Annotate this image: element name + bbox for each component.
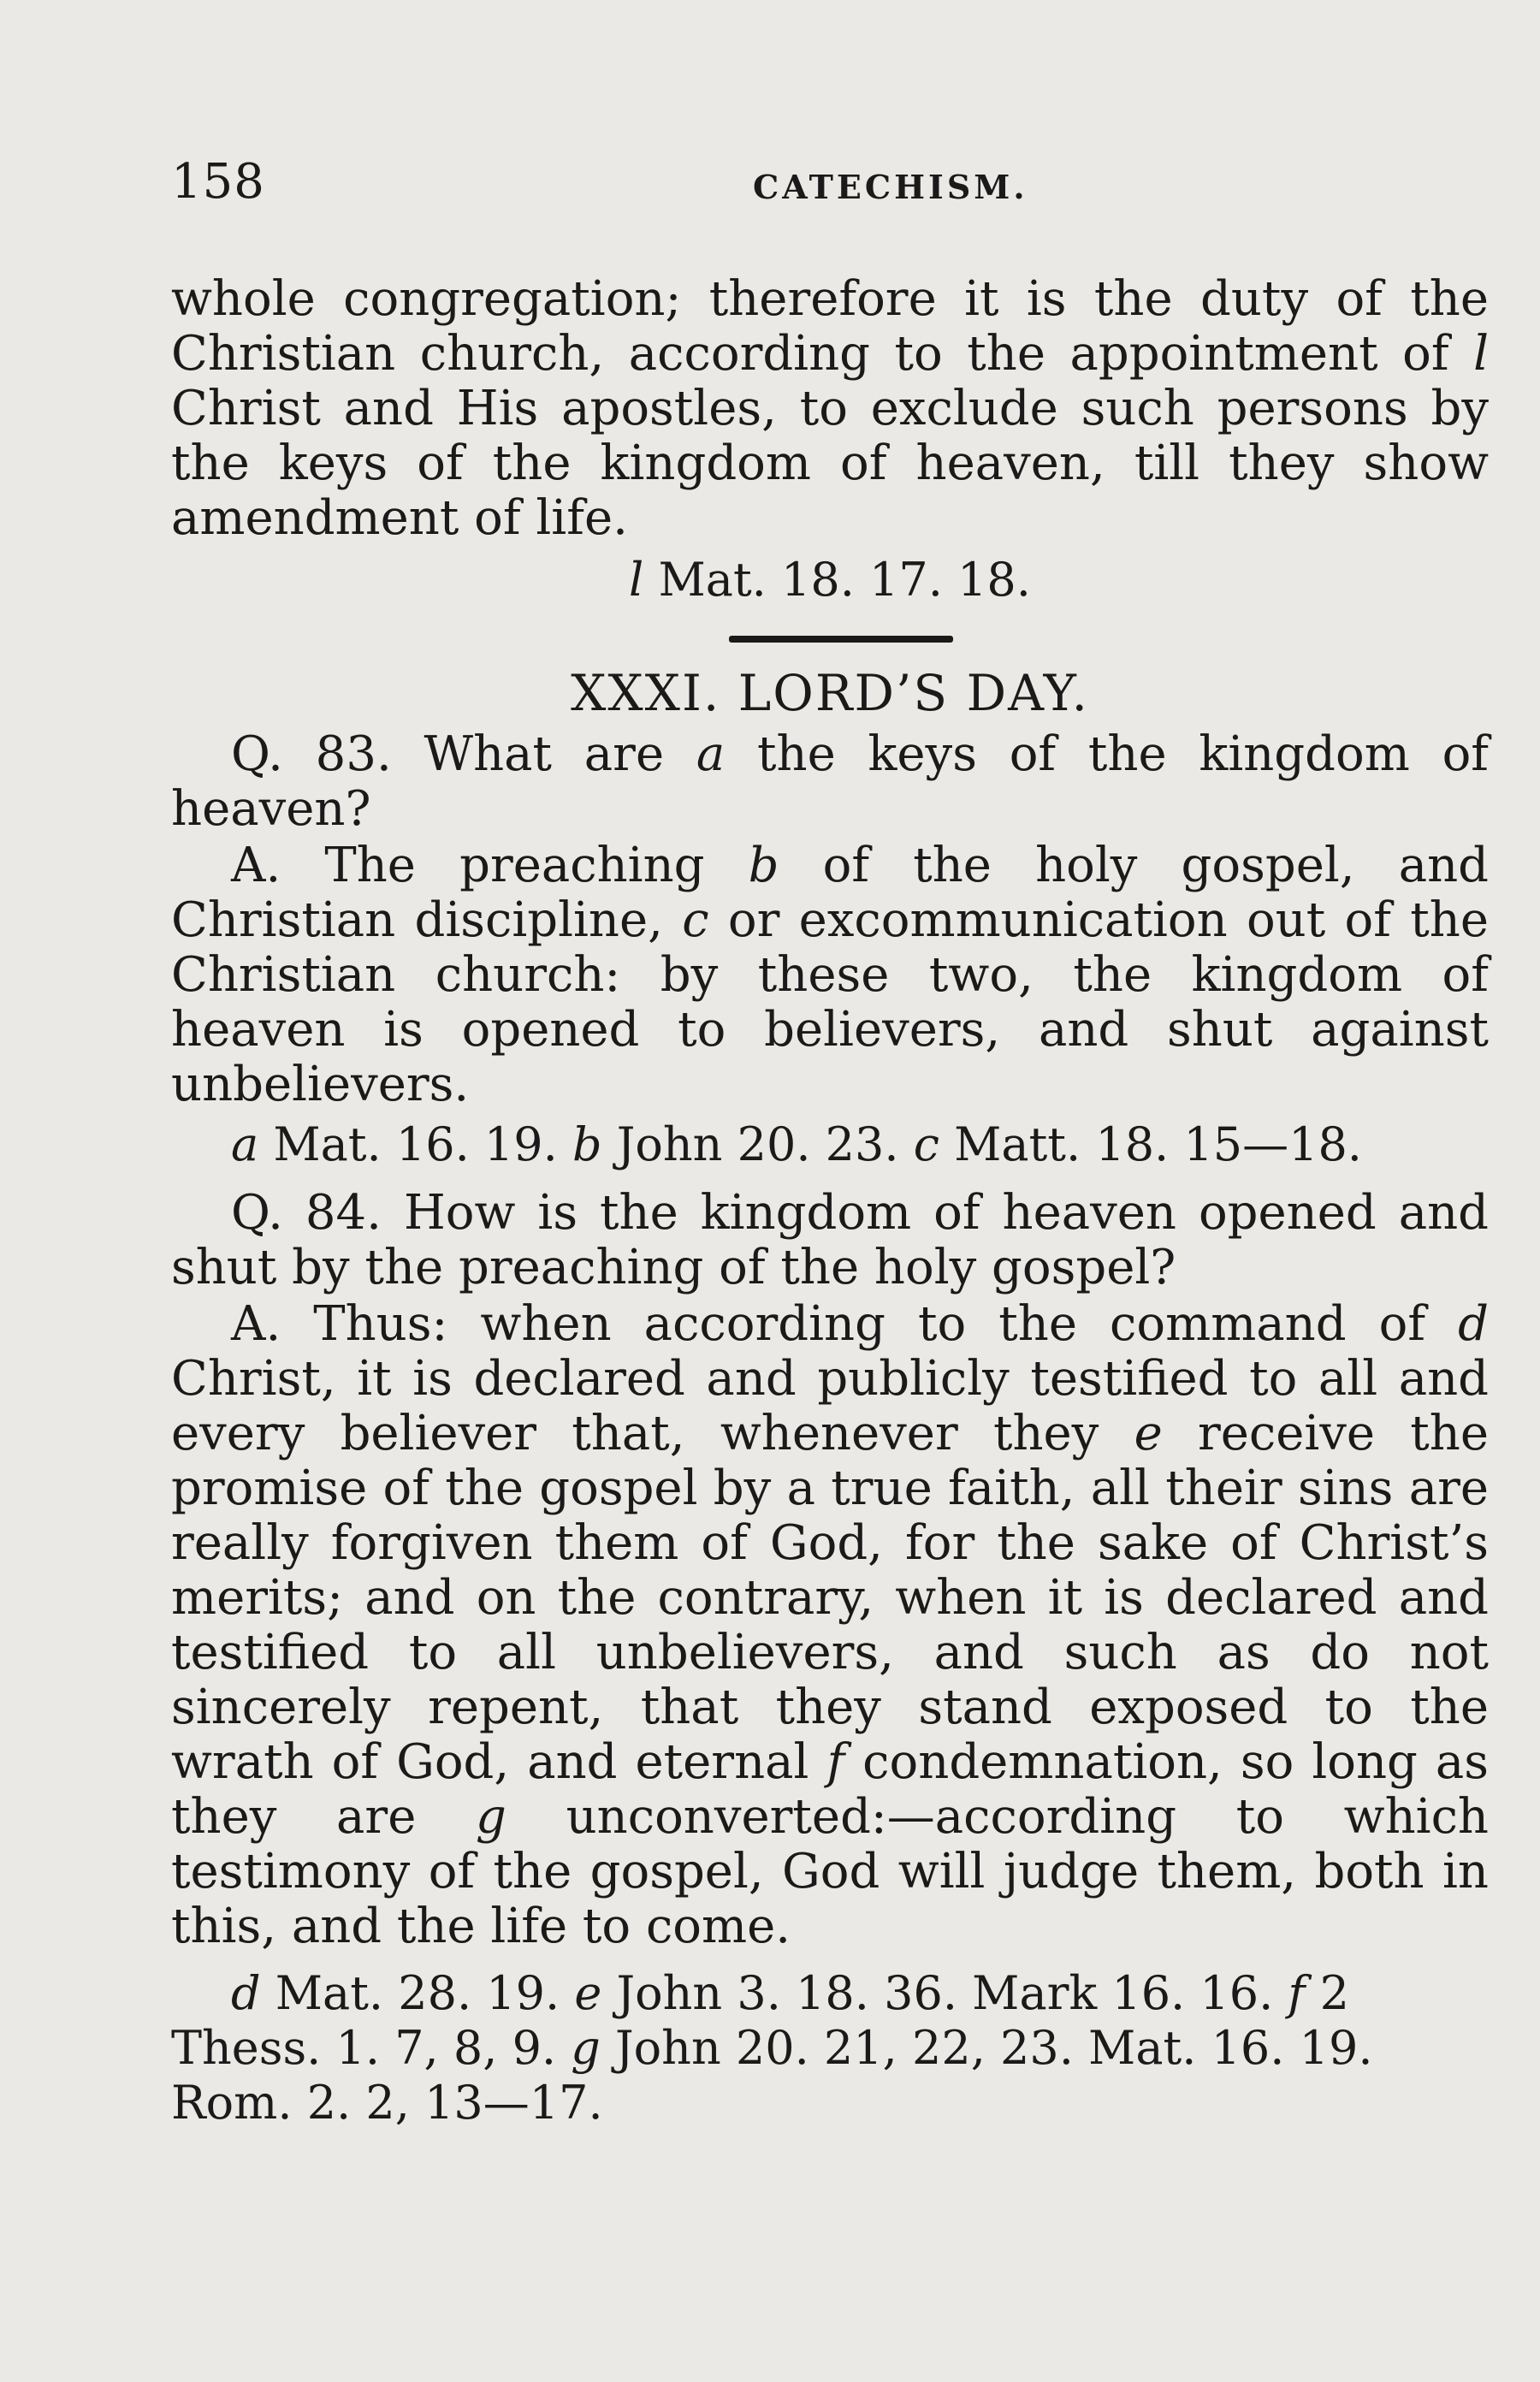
question-84-label: Q. 84. xyxy=(231,1185,382,1241)
answer-84-text-a: Thus: when according to the command of xyxy=(281,1296,1459,1352)
reference-marker-c: c xyxy=(913,1117,939,1171)
reference-l: Mat. 18. 17. 18. xyxy=(643,553,1031,607)
reference-e: John 3. 18. 36. Mark 16. 16. xyxy=(601,1966,1288,2020)
section-divider-rule xyxy=(729,636,953,643)
reference-marker-e: e xyxy=(574,1966,602,2020)
reference-marker-g: g xyxy=(571,2021,601,2075)
question-83-label: Q. 83. xyxy=(231,726,392,782)
answer-84-text-c: receive the promise of the gospel by a true faith, all their sins are really forgiven them of God, for the sake of Christ’s merits; and on the contrary, when it is declared and testified to all unbelievers, and such as do not sincerely repent, that they stand exposed to the wrath of God, and eternal xyxy=(171,1406,1490,1790)
opening-references xyxy=(171,553,1489,607)
reference-g: John 20. 21, 22, 23. Mat. 16. 19. Rom. 2. 2, 13—17. xyxy=(171,2021,1373,2130)
reference-marker-a: a xyxy=(231,1117,259,1171)
opening-text-b: Christ and His apostles, to exclude such persons by the keys of the kingdom of heaven, till they show amendment of life. xyxy=(171,381,1489,546)
answer-83-text-c: or excommunication out of the Christian church: by these two, the kingdom of heaven is opened to believers, and shut against unbelievers. xyxy=(171,892,1489,1112)
answer-83 xyxy=(171,838,1489,1112)
footnote-marker-g: g xyxy=(476,1789,506,1845)
answer-84 xyxy=(171,1297,1489,1954)
reference-marker-l: l xyxy=(629,553,644,607)
question-83-text-a: What are xyxy=(391,726,696,782)
question-83-text-b: the keys of the kingdom of heaven? xyxy=(171,726,1490,837)
reference-marker-f: f xyxy=(1288,1966,1306,2020)
footnote-marker-e: e xyxy=(1134,1406,1163,1461)
footnote-marker-l: l xyxy=(1473,326,1489,382)
answer-84-text-d: condemnation, so long as they are xyxy=(171,1734,1489,1845)
answer-83-label: A. xyxy=(231,838,281,893)
footnote-marker-f: f xyxy=(826,1734,845,1790)
answer-84-text-b: Christ, it is declared and publicly testified to all and every believer that, whenever they xyxy=(171,1351,1489,1461)
answer-84-text-e: unconverted:—according to which testimony of the gospel, God will judge them, both in this, and the life to come. xyxy=(171,1789,1490,1954)
footnote-marker-b: b xyxy=(748,838,779,893)
section-heading: XXXI. LORD’S DAY. xyxy=(571,664,1089,722)
page-number: 158 xyxy=(171,154,265,210)
footnote-marker-d: d xyxy=(1458,1296,1489,1352)
reference-marker-d: d xyxy=(231,1966,261,2020)
question-84-text: How is the kingdom of heaven opened and shut by the preaching of the holy gospel? xyxy=(171,1185,1490,1295)
footnote-marker-c: c xyxy=(682,892,709,948)
references-83 xyxy=(171,1117,1489,1172)
footnote-marker-a: a xyxy=(696,726,726,782)
reference-a: Mat. 16. 19. xyxy=(258,1117,572,1171)
reference-marker-b: b xyxy=(572,1117,602,1171)
question-83 xyxy=(171,727,1489,837)
references-84 xyxy=(171,1966,1489,2130)
opening-text-a: whole congregation; therefore it is the duty of the Christian church, according to the appointment of xyxy=(171,271,1489,382)
answer-83-text-b: of the holy gospel, and Christian discipline, xyxy=(171,838,1489,948)
running-head: CATECHISM. xyxy=(753,168,1028,206)
reference-d: Mat. 28. 19. xyxy=(260,1966,575,2020)
answer-84-label: A. xyxy=(231,1296,281,1352)
reference-f: 2 Thess. 1. 7, 8, 9. xyxy=(171,1966,1349,2075)
reference-c: Matt. 18. 15—18. xyxy=(939,1117,1362,1171)
opening-paragraph xyxy=(171,272,1489,546)
question-84 xyxy=(171,1186,1489,1295)
answer-83-text-a: The preaching xyxy=(281,838,749,893)
reference-b: John 20. 23. xyxy=(601,1117,914,1171)
page-header xyxy=(171,154,1489,222)
